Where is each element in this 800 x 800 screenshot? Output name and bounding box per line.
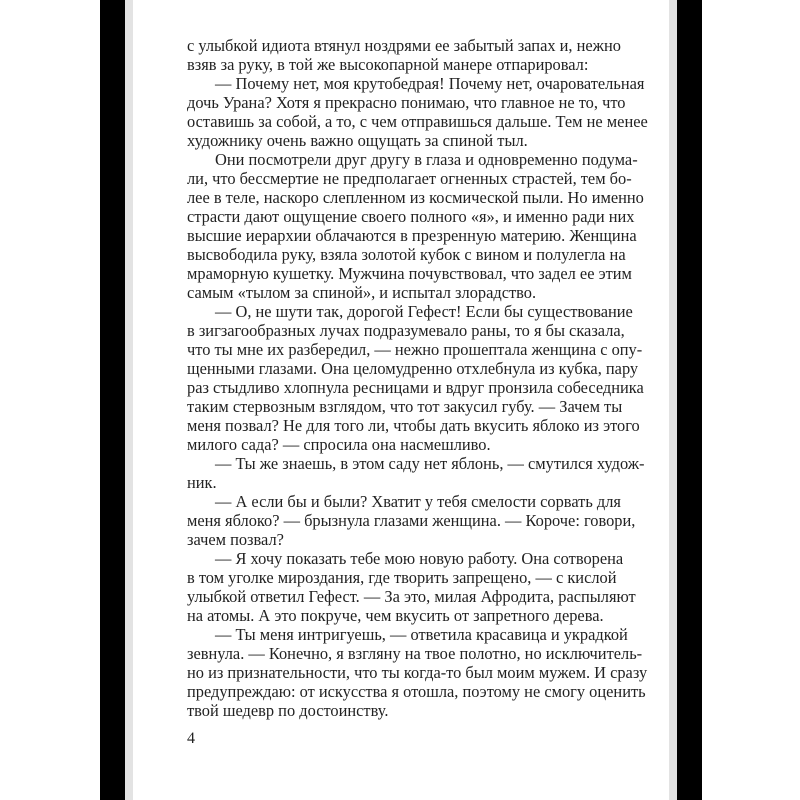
text-line: — Ты же знаешь, в этом саду нет яблонь, — смутился худож- bbox=[215, 454, 645, 473]
page-body-text bbox=[187, 36, 648, 720]
text-line: лее в теле, наскоро слепленном из космической пыли. Но именно bbox=[187, 188, 644, 207]
text-line: меня яблоко? — брызнула глазами женщина. — Короче: говори, bbox=[187, 511, 636, 530]
text-line: — А если бы и были? Хватит у тебя смелости сорвать для bbox=[215, 492, 621, 511]
text-line: мраморную кушетку. Мужчина почувствовал, что задел ее этим bbox=[187, 264, 632, 283]
text-line: — Я хочу показать тебе мою новую работу. Она сотворена bbox=[215, 549, 624, 568]
text-line: самым «тылом за спиной», и испытал злорадство. bbox=[187, 283, 537, 302]
text-line: с улыбкой идиота втянул ноздрями ее забытый запах и, нежно bbox=[187, 36, 621, 55]
text-line: взяв за руку, в той же высокопарной манере отпарировал: bbox=[187, 55, 589, 74]
text-line: ли, что бессмертие не предполагает огненных страстей, тем бо- bbox=[187, 169, 632, 188]
text-line: меня позвал? Не для того ли, чтобы дать вкусить яблоко из этого bbox=[187, 416, 640, 435]
text-line: страсти дают ощущение своего полного «я», и именно ради них bbox=[187, 207, 635, 226]
text-line: на атомы. А это покруче, чем вкусить от запретного дерева. bbox=[187, 606, 604, 625]
text-line: Они посмотрели друг другу в глаза и одновременно подума- bbox=[215, 150, 638, 169]
text-line: оставишь за собой, а то, с чем отправишься дальше. Тем не менее bbox=[187, 112, 648, 131]
text-line: — О, не шути так, дорогой Гефест! Если бы существование bbox=[215, 302, 633, 321]
text-line: милого сада? — спросила она насмешливо. bbox=[187, 435, 491, 454]
text-line: зачем позвал? bbox=[187, 530, 284, 549]
text-line: но из признательности, что ты когда-то был моим мужем. И сразу bbox=[187, 663, 648, 682]
right-black-border bbox=[677, 0, 702, 800]
text-line: дочь Урана? Хотя я прекрасно понимаю, что главное не то, что bbox=[187, 93, 626, 112]
text-line: ник. bbox=[187, 473, 217, 492]
text-line: в зигзагообразных лучах подразумевало раны, то я бы сказала, bbox=[187, 321, 625, 340]
right-page-edge bbox=[669, 0, 677, 800]
page-number: 4 bbox=[187, 730, 195, 747]
text-line: в том уголке мироздания, где творить запрещено, — с кислой bbox=[187, 568, 617, 587]
text-line: высвободила руку, взяла золотой кубок с вином и полулегла на bbox=[187, 245, 626, 264]
text-line: художнику очень важно ощущать за спиной тыл. bbox=[187, 131, 528, 150]
left-page-edge bbox=[125, 0, 133, 800]
text-line: что ты мне их разбередил, — нежно прошептала женщина с опу- bbox=[187, 340, 643, 359]
text-line: зевнула. — Конечно, я взгляну на твое полотно, но исключитель- bbox=[187, 644, 643, 663]
text-line: таким стервозным взглядом, что тот закусил губу. — Зачем ты bbox=[187, 397, 623, 416]
text-line: — Почему нет, моя крутобедрая! Почему нет, очаровательная bbox=[215, 74, 645, 93]
text-line: предупреждаю: от искусства я отошла, поэтому не смогу оценить bbox=[187, 682, 646, 701]
text-line: твой шедевр по достоинству. bbox=[187, 701, 389, 720]
left-black-border bbox=[100, 0, 125, 800]
text-line: раз стыдливо хлопнула ресницами и вдруг пронзила собеседника bbox=[187, 378, 644, 397]
text-line: щенными глазами. Она целомудренно отхлебнула из кубка, пару bbox=[187, 359, 639, 378]
text-line: высшие иерархии облачаются в презренную материю. Женщина bbox=[187, 226, 637, 245]
book-page bbox=[133, 0, 669, 800]
text-line: улыбкой ответил Гефест. — За это, милая Афродита, распыляют bbox=[187, 587, 636, 606]
text-line: — Ты меня интригуешь, — ответила красавица и украдкой bbox=[215, 625, 628, 644]
